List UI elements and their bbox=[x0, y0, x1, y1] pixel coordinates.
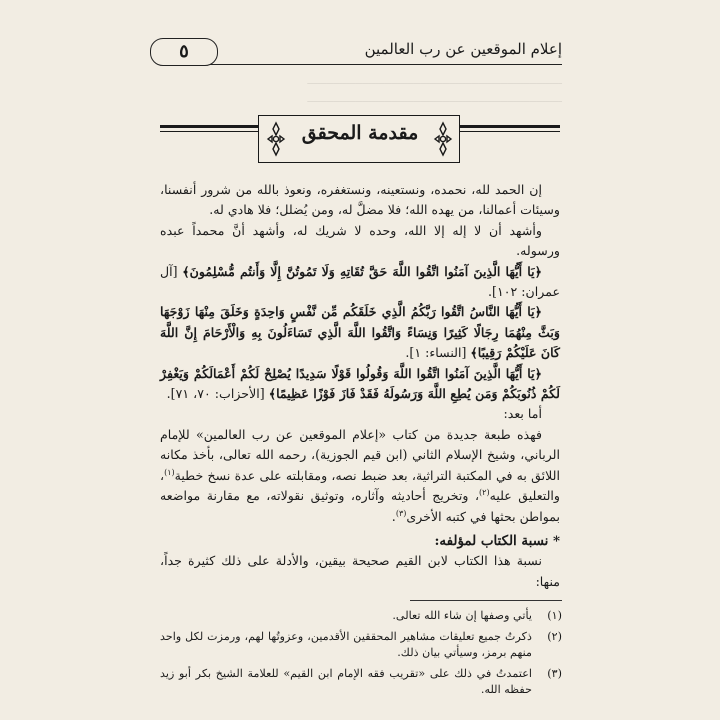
verse-quote-3 bbox=[160, 364, 560, 405]
verse-text: ﴿يَا أَيُّهَا الَّذِينَ آمَنُوا اتَّقُوا اللَّهَ وَقُولُوا قَوْلًا سَدِيدًا يُصْلِحْ لَكُمْ أَعْمَالَكُمْ وَيَغْفِرْ لَكُمْ ذُنُوبَكُمْ وَمَن يُطِعِ اللَّهَ وَرَسُولَهُ فَقَدْ فَازَ فَوْزًا عَظِيمًا﴾ bbox=[160, 365, 560, 402]
paragraph-edition-part1: فهذه طبعة جديدة من كتاب «إعلام الموقعين عن رب العالمين» للإمام الرباني، وشيخ الإسلام الثاني (ابن قيم الجوزية)، رحمه الله تعالى، بأخذ مكانه اللائق به في المكتبة التراثية، بعد ضبط نصه، ومقابلته على عدة نسخ خطية bbox=[160, 426, 560, 483]
footnote-marker: (٣) bbox=[395, 508, 407, 518]
paragraph-edition-part2: ، والتعليق عليه bbox=[160, 467, 560, 504]
paragraph-edition-end: . bbox=[391, 508, 396, 524]
footnote-number: (١) bbox=[547, 609, 562, 622]
paragraph-edition-part3: ، وتخريج أحاديثه وآثاره، وتوثيق نقولاته، مع مقارنة مواضعه بمواطن بحثها في كتبه الأخرى bbox=[160, 488, 560, 524]
footnote-number: (٢) bbox=[547, 629, 562, 643]
header-rule bbox=[210, 64, 562, 65]
verse-quote-1 bbox=[160, 262, 560, 303]
footnote-text: اعتمدتُ في ذلك على «تقريب فقه الإمام ابن القيم» للعلامة الشيخ بكر أبو زيد حفظه الله. bbox=[160, 666, 532, 696]
body-text bbox=[160, 180, 560, 592]
floral-ornament-icon bbox=[431, 120, 455, 158]
paragraph-attribution: نسبة هذا الكتاب لابن القيم صحيحة بيقين، والأدلة على ذلك كثيرة جداً، منها: bbox=[160, 553, 560, 589]
footnote-marker: (١) bbox=[164, 467, 175, 477]
footnote-item bbox=[160, 666, 562, 699]
paragraph-shahada: وأشهد أن لا إله إلا الله، وحده لا شريك له، وأشهد أنَّ محمداً عبده ورسوله. bbox=[160, 222, 560, 259]
section-title: مقدمة المحقق bbox=[301, 122, 419, 144]
footnote-item bbox=[160, 608, 562, 625]
footnote-item bbox=[160, 629, 562, 662]
bleed-through-text: ـــــــــــــــــــــــــــــــــــــــــــــــــــــــــــــــــــــــــــــــ bbox=[307, 74, 562, 87]
verse-text: ﴿يَا أَيُّهَا النَّاسُ اتَّقُوا رَبَّكُمُ الَّذِي خَلَقَكُم مِّن نَّفْسٍ وَاحِدَةٍ وَخَلَقَ مِنْهَا زَوْجَهَا وَبَثَّ مِنْهُمَا رِجَالًا كَثِيرًا وَنِسَاءً وَاتَّقُوا اللَّهَ الَّذِي تَسَاءَلُونَ بِهِ وَالْأَرْحَامَ إِنَّ اللَّهَ كَانَ عَلَيْكُمْ رَقِيبًا﴾ bbox=[160, 304, 560, 361]
footnote-rule bbox=[410, 600, 562, 601]
verse-reference: [آل عمران: ١٠٢]. bbox=[160, 263, 560, 300]
verse-quote-2 bbox=[160, 302, 560, 363]
footnote-text: يأتي وصفها إن شاء الله تعالى. bbox=[392, 609, 532, 622]
paragraph-edition bbox=[160, 425, 560, 527]
footnote-marker: (٢) bbox=[479, 487, 490, 497]
verse-text: ﴿يَا أَيُّهَا الَّذِينَ آمَنُوا اتَّقُوا اللَّهَ حَقَّ تُقَاتِهِ وَلَا تَمُوتُنَّ إِلَّا وَأَنتُم مُّسْلِمُونَ﴾ bbox=[182, 263, 542, 279]
footnotes bbox=[160, 608, 562, 703]
verse-reference: [الأحزاب: ٧٠، ٧١]. bbox=[166, 386, 265, 402]
verse-reference: [النساء: ١]. bbox=[405, 345, 467, 361]
footnote-text: ذكرتُ جميع تعليقات مشاهير المحققين الأقدمين، وعزوتُها لهم، ورمزت لكل واحد منهم برمز، وسيأتي بيان ذلك. bbox=[160, 629, 532, 659]
page-number: ٥ bbox=[150, 38, 218, 66]
subheading: * نسبة الكتاب لمؤلفه: bbox=[434, 532, 560, 549]
floral-ornament-icon bbox=[264, 120, 288, 158]
running-title: إعلام الموقعين عن رب العالمين bbox=[364, 40, 562, 58]
bleed-through-text: ـــــــــــــــــــــــــــــــــــــــــــــــــــــــــــــــــــــــــــــــ bbox=[307, 92, 562, 105]
amma-baad: أما بعد: bbox=[503, 406, 542, 422]
paragraph-opening: إن الحمد لله، نحمده، ونستعينه، ونستغفره، ونعوذ بالله من شرور أنفسنا، وسيئات أعمالنا، من يهده الله؛ فلا مضلَّ له، ومن يُضلل؛ فلا هادي له. bbox=[160, 182, 560, 218]
footnote-number: (٣) bbox=[547, 666, 562, 680]
running-header bbox=[150, 36, 562, 70]
